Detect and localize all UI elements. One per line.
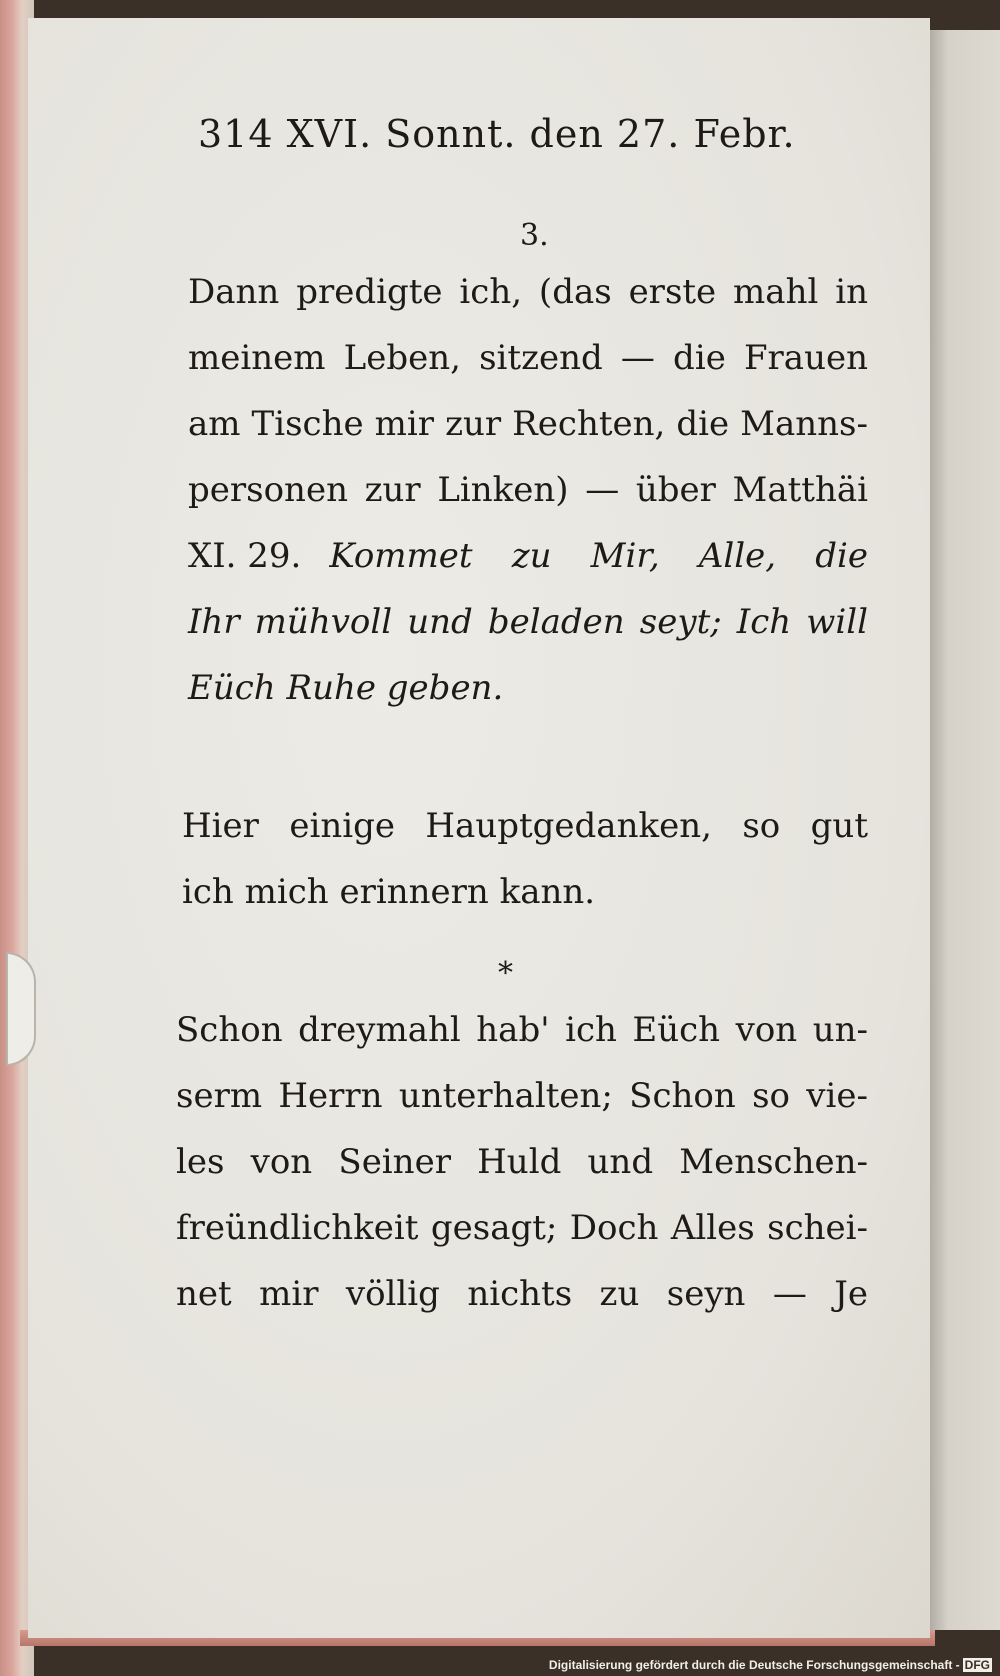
paragraph3-line2: serm Herrn unterhalten; Schon so vie- (176, 1076, 868, 1116)
section-number: 3. (520, 218, 549, 253)
credit-text: Digitalisierung gefördert durch die Deutsche Forschungsgemeinschaft - (548, 1658, 960, 1672)
paragraph3-line5: net mir völlig nichts zu seyn — Je (176, 1274, 868, 1314)
paragraph2-line2: ich mich erinnern kann. (182, 872, 596, 912)
paragraph1-line1: Dann predigte ich, (das erste mahl in (188, 272, 868, 312)
page-header: 314 XVI. Sonnt. den 27. Febr. (198, 112, 796, 156)
paragraph1-line7: Eüch Ruhe geben. (188, 668, 504, 708)
paragraph1-line5 (188, 536, 868, 576)
paragraph3-line3: les von Seiner Huld und Menschen- (176, 1142, 868, 1182)
paragraph2-line1: Hier einige Hauptgedanken, so gut (182, 806, 868, 846)
paragraph1-line4: personen zur Linken) — über Matthäi (188, 470, 868, 510)
page-tab-marker (6, 952, 36, 1066)
facing-page-edge (926, 30, 1000, 1630)
scripture-quote-start: Kommet zu Mir, Alle, die (329, 536, 868, 576)
paragraph3-line1: Schon dreymahl hab' ich Eüch von un- (176, 1010, 868, 1050)
dfg-logo: DFG (964, 1658, 990, 1672)
scripture-reference: XI. 29. (188, 536, 302, 576)
section-separator: * (498, 956, 513, 991)
paragraph1-line2: meinem Leben, sitzend — die Frauen (188, 338, 868, 378)
paragraph3-line4: freündlichkeit gesagt; Doch Alles schei- (176, 1208, 868, 1248)
paragraph1-line6: Ihr mühvoll und beladen seyt; Ich will (188, 602, 868, 642)
digitization-credit (549, 1658, 992, 1672)
paragraph1-line3: am Tische mir zur Rechten, die Manns- (188, 404, 868, 444)
